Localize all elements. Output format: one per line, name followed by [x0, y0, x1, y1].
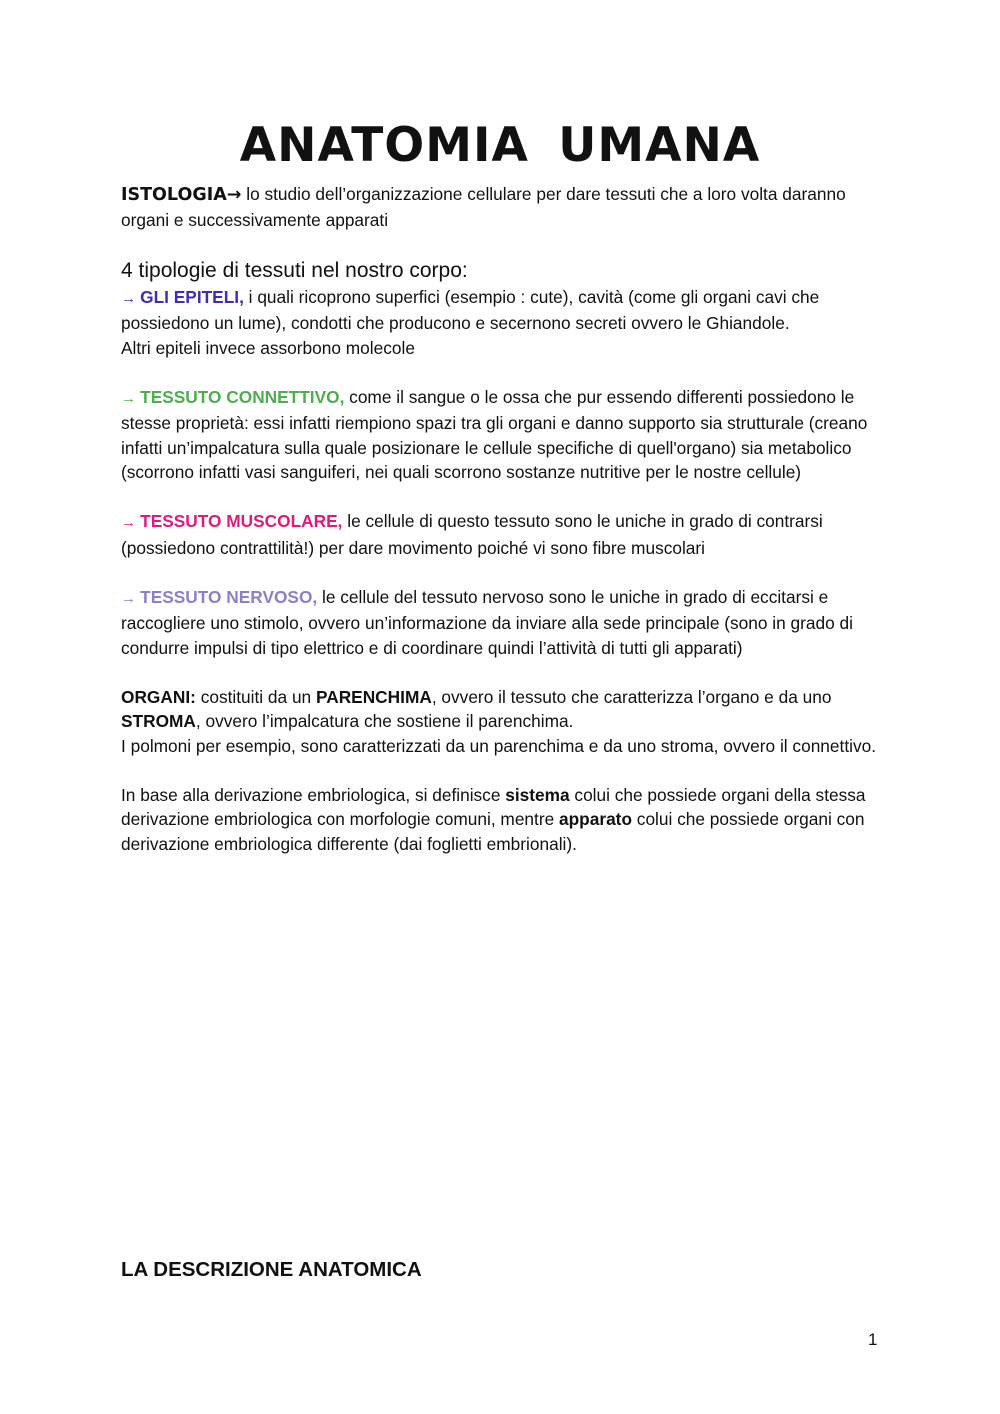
- nervoso-text: le cellule del tessuto nervoso sono le uniche in grado di eccitarsi e raccogliere uno stimolo, ovvero un’informazione da inviare alla sede principale (sono in grado di condurre impulsi di tipo elettrico e di coordinare quindi l’attività di tutti gli apparati): [121, 586, 853, 658]
- connettivo-text: come il sangue o le ossa che pur essendo differenti possiedono le stesse proprietà: essi infatti riempiono spazi tra gli organi e danno supporto sia strutturale (creano infatti un’impalcatura sulla quale posizionare le cellule specifiche di quell'organo) sia metabolico (scorrono infatti vasi sanguiferi, nei quali scorrono sostanze nutritive per le nostre cellule): [121, 386, 868, 482]
- document-body: [121, 182, 891, 856]
- organi-text-3: , ovvero l’impalcatura che sostiene il parenchima.: [195, 711, 574, 731]
- derivazione-paragraph: [121, 783, 891, 857]
- polmoni-paragraph: I polmoni per esempio, sono caratterizzati da un parenchima e da uno stroma, ovvero il connettivo.: [121, 735, 877, 756]
- derivazione-text-2: colui che possiede organi della stessa derivazione embriologica con morfologie comuni, mentre: [121, 784, 866, 829]
- muscolare-paragraph: [121, 509, 891, 560]
- derivazione-text-1: In base alla derivazione embriologica, si definisce: [121, 784, 506, 805]
- epiteli-term: GLI EPITELI,: [140, 286, 244, 307]
- page-title: ANATOMIA UMANA: [239, 118, 761, 173]
- istologia-label: ISTOLOGIA: [121, 185, 227, 205]
- connettivo-paragraph: [121, 385, 891, 485]
- tipologie-heading: 4 tipologie di tessuti nel nostro corpo:: [121, 258, 468, 282]
- muscolare-term: TESSUTO MUSCOLARE,: [140, 511, 343, 531]
- arrow-icon: →: [226, 185, 242, 205]
- arrow-icon: →: [121, 514, 141, 531]
- organi-text-2: , ovvero il tessuto che caratterizza l’organo e da uno: [431, 686, 832, 707]
- arrow-icon: →: [121, 589, 141, 607]
- epiteli-paragraph: [121, 285, 891, 336]
- organi-label: ORGANI:: [121, 686, 196, 707]
- istologia-text: lo studio dell’organizzazione cellulare per dare tessuti che a loro volta daranno organi e successivamente apparati: [121, 184, 846, 230]
- parenchima-term: PARENCHIMA: [315, 686, 432, 707]
- page-number: 1: [868, 1330, 878, 1349]
- sistema-term: sistema: [505, 784, 570, 805]
- epiteli-text: i quali ricoprono superfici (esempio : cute), cavità (come gli organi cavi che possiedono un lume), condotti che producono e secernono secreti ovvero le Ghiandole.: [121, 286, 820, 333]
- apparato-term: apparato: [559, 809, 632, 829]
- arrow-icon: →: [121, 389, 141, 407]
- nervoso-paragraph: [121, 585, 891, 661]
- istologia-paragraph: [121, 182, 891, 232]
- organi-text-1: costituiti da un: [195, 686, 316, 707]
- epiteli-text-2: Altri epiteli invece assorbono molecole: [121, 337, 415, 358]
- arrow-icon: →: [121, 289, 141, 307]
- derivazione-text-3: colui che possiede organi con derivazione embriologica differente (dai foglietti embrionali).: [121, 809, 865, 854]
- connettivo-term: TESSUTO CONNETTIVO,: [140, 386, 345, 407]
- nervoso-term: TESSUTO NERVOSO,: [140, 586, 318, 607]
- stroma-term: STROMA: [121, 711, 196, 731]
- muscolare-text: le cellule di questo tessuto sono le uniche in grado di contrarsi (possiedono contrattilità!) per dare movimento poiché vi sono fibre muscolari: [121, 511, 823, 558]
- organi-paragraph: [121, 685, 891, 734]
- section-heading: LA DESCRIZIONE ANATOMICA: [121, 1258, 422, 1281]
